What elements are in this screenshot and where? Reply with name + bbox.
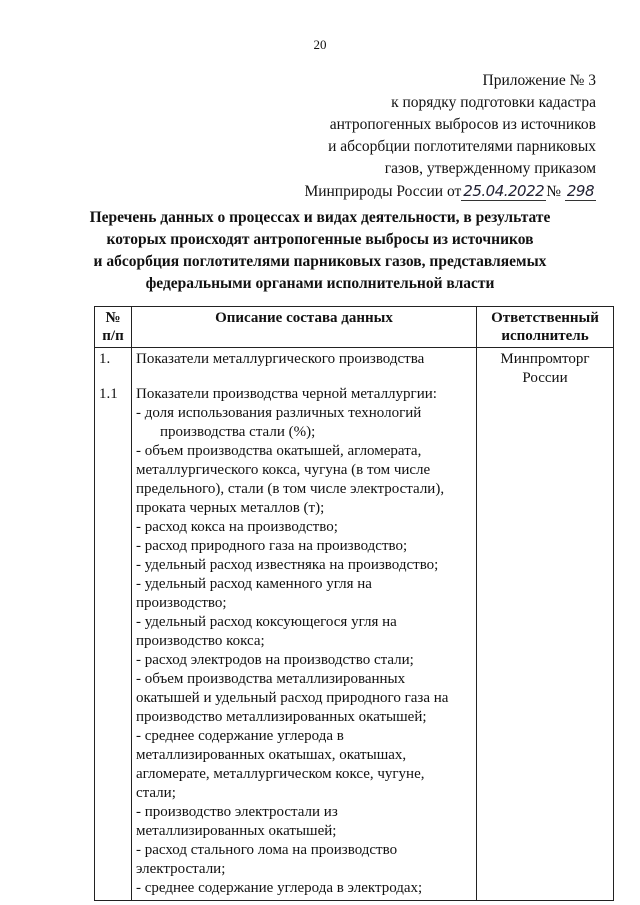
title-line: федеральными органами исполнительной власти (145, 275, 495, 292)
list-item: - удельный расход каменного угля на (136, 576, 372, 592)
list-item: металлургического кокса, чугуна (в том числе (136, 462, 431, 478)
list-item: - объем производства металлизированных (136, 671, 406, 687)
order-date: 25.04.2022 (463, 182, 545, 200)
row-num: 1. (99, 351, 111, 367)
list-item: - производство электростали из (136, 804, 338, 820)
order-prefix: Минприроды России от (304, 183, 462, 200)
list-item: проката черных металлов (т); (136, 500, 325, 516)
order-reference (304, 180, 596, 203)
order-number-label: № (546, 183, 561, 200)
list-item: - расход электродов на производство стали; (136, 652, 414, 668)
list-item: - удельный расход коксующегося угля на (136, 614, 397, 630)
list-item: - объем производства окатышей, агломерата, (136, 443, 422, 459)
appendix-line: антропогенных выбросов из источников (329, 116, 596, 133)
list-item: - удельный расход известняка на производство; (136, 557, 439, 573)
document-title (60, 207, 580, 295)
list-item: производства стали (%); (160, 424, 316, 440)
list-item: электростали; (136, 861, 226, 877)
page-number: 20 (313, 37, 327, 52)
list-item: агломерате, металлургическом коксе, чугуне, (136, 766, 425, 782)
list-item: - среднее содержание углерода в электродах; (136, 880, 423, 896)
list-item: - расход природного газа на производство; (136, 538, 408, 554)
list-item: - среднее содержание углерода в (136, 728, 344, 744)
header-description: Описание состава данных (132, 307, 477, 348)
list-item: - расход стального лома на производство (136, 842, 398, 858)
title-line: Перечень данных о процессах и видах деятельности, в результате (89, 209, 551, 226)
row-number (95, 348, 132, 901)
order-number: 298 (566, 182, 594, 200)
list-item: стали; (136, 785, 176, 801)
list-item: металлизированных окатышей; (136, 823, 337, 839)
appendix-line: Приложение № 3 (482, 72, 596, 89)
title-line: которых происходят антропогенные выбросы из источников (106, 231, 534, 248)
appendix-line: газов, утвержденному приказом (384, 160, 596, 177)
table-row (95, 348, 614, 901)
appendix-line: к порядку подготовки кадастра (391, 94, 596, 111)
row-num: 1.1 (99, 386, 118, 402)
list-item: металлизированных окатышах, окатышах, (136, 747, 407, 763)
table-header-row (95, 307, 614, 348)
list-item: производство металлизированных окатышей; (136, 709, 427, 725)
title-line: и абсорбция поглотителями парниковых газов, представляемых (93, 253, 547, 270)
list-item: производство; (136, 595, 227, 611)
row-responsible: Минпромторг России (477, 348, 614, 901)
list-item: предельного), стали (в том числе электростали), (136, 481, 445, 497)
appendix-header (304, 70, 596, 203)
appendix-line: и абсорбции поглотителями парниковых (328, 138, 596, 155)
row-title: Показатели производства черной металлургии: (136, 386, 437, 402)
list-item: окатышей и удельный расход природного газа на (136, 690, 449, 706)
row-title: Показатели металлургического производства (136, 351, 425, 367)
row-description (132, 348, 477, 901)
header-responsible: Ответственный исполнитель (477, 307, 614, 348)
list-item: - доля использования различных технологий (136, 405, 422, 421)
list-item: - расход кокса на производство; (136, 519, 338, 535)
list-item: производство кокса; (136, 633, 265, 649)
header-num: № п/п (95, 307, 132, 348)
data-table (94, 306, 614, 901)
